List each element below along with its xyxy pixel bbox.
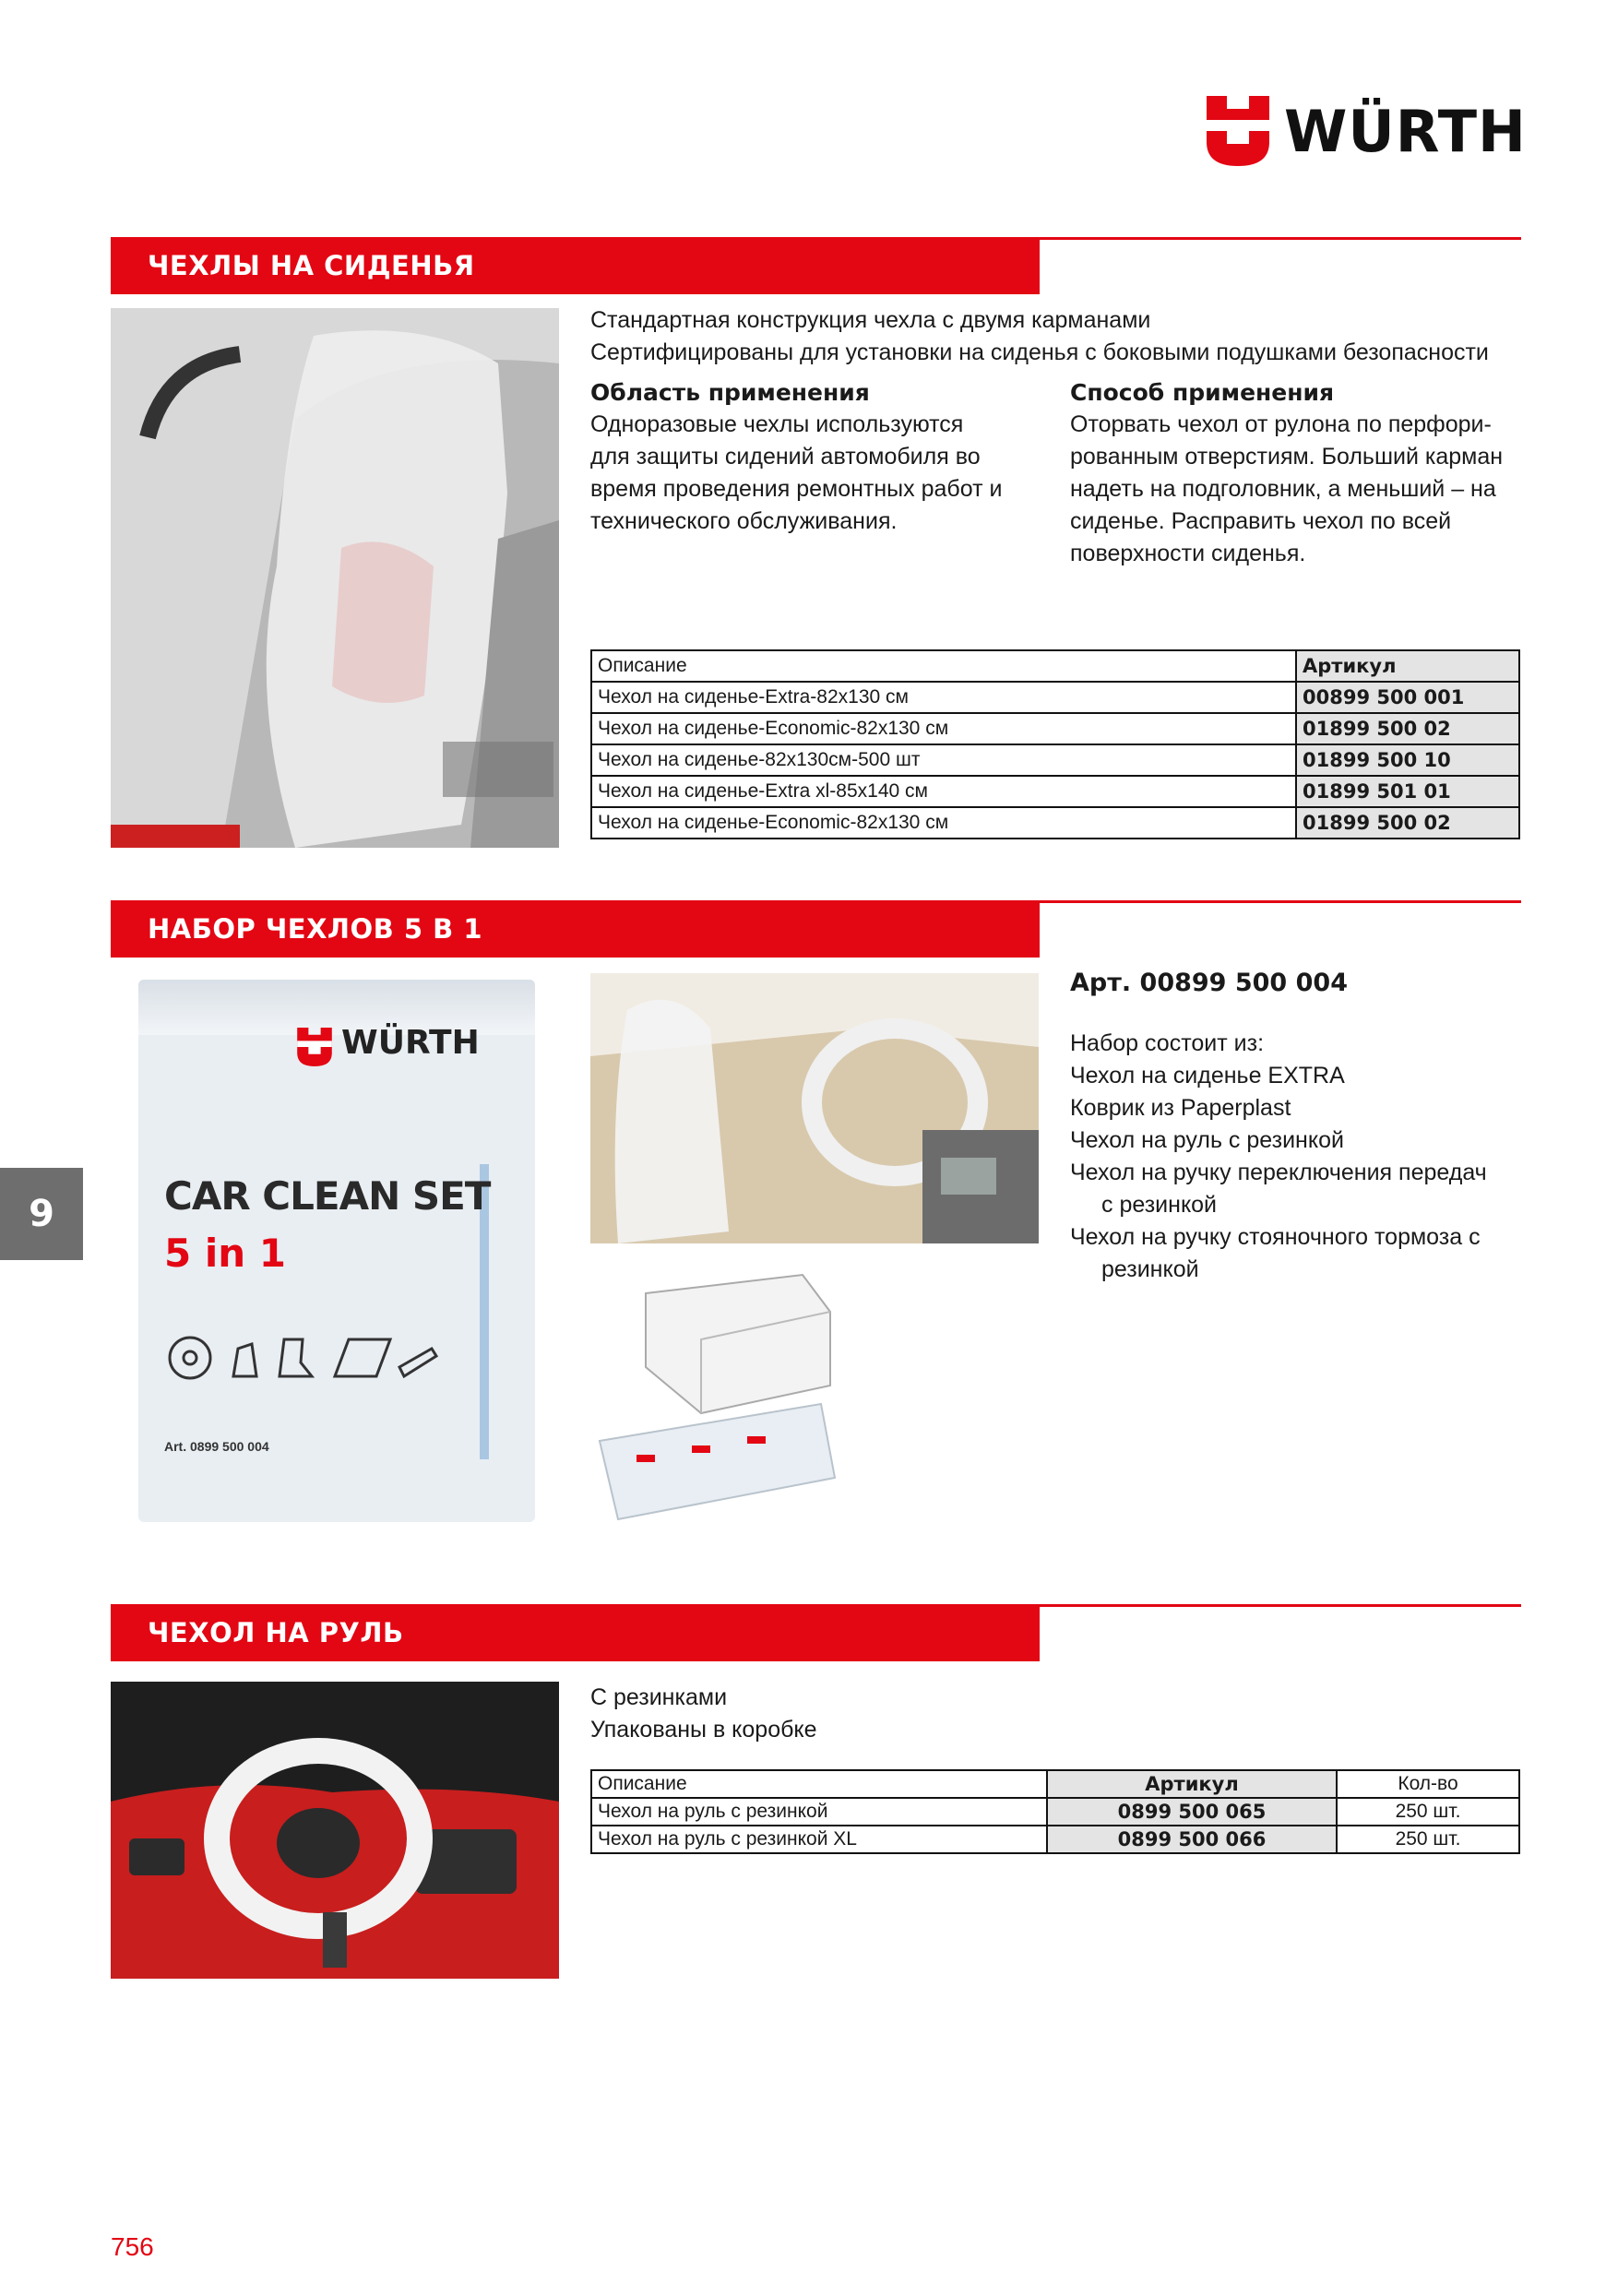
list-item: с резинкой — [1101, 1192, 1218, 1218]
table-header: Кол-во — [1337, 1770, 1519, 1798]
table-cell: 0899 500 066 — [1047, 1826, 1337, 1853]
list-item: Чехол на сиденье EXTRA — [1070, 1063, 1345, 1089]
section-header-cover-set — [111, 900, 1040, 958]
package-logo-mark-icon — [297, 1028, 332, 1066]
table-cell: Чехол на сиденье-Economic-82x130 см — [591, 713, 1296, 744]
table-row — [591, 776, 1519, 807]
area-heading: Область применения — [590, 379, 870, 406]
car-interior-icon — [590, 973, 1039, 1243]
wurth-logo — [1207, 96, 1527, 166]
table-cell: 00899 500 001 — [1296, 682, 1519, 713]
box-icon — [590, 1256, 839, 1524]
seat-cover-photo — [111, 308, 559, 848]
table-cell: 250 шт. — [1337, 1798, 1519, 1826]
table-row — [591, 807, 1519, 839]
area-line: для защиты сидений автомобиля во — [590, 444, 981, 470]
chapter-tab: 9 — [0, 1168, 83, 1260]
intro-line: Стандартная конструкция чехла с двумя карманами — [590, 307, 1151, 333]
package-title: CAR CLEAN SET — [164, 1173, 491, 1219]
method-heading: Способ применения — [1070, 379, 1335, 406]
package-art-number: Art. 0899 500 004 — [164, 1439, 269, 1454]
area-line: Одноразовые чехлы используются — [590, 411, 964, 437]
area-line: время проведения ремонтных работ и — [590, 476, 1003, 502]
steering-cover-photo — [111, 1682, 559, 1979]
table-cell: Чехол на сиденье-Economic-82x130 см — [591, 807, 1296, 839]
method-line: рованным отверстиям. Больший карман — [1070, 444, 1504, 470]
wurth-logo-mark-icon — [1207, 96, 1269, 166]
table-cell: 01899 500 02 — [1296, 713, 1519, 744]
seat-cover-table — [590, 649, 1520, 839]
table-cell: 01899 500 10 — [1296, 744, 1519, 776]
section-divider — [1040, 900, 1521, 903]
package-subtitle: 5 in 1 — [164, 1231, 286, 1276]
area-line: технического обслуживания. — [590, 508, 898, 534]
table-header-row — [591, 1770, 1519, 1798]
table-row — [591, 713, 1519, 744]
table-cell: Чехол на руль с резинкой XL — [591, 1826, 1047, 1853]
car-interior-photo — [590, 973, 1039, 1243]
table-header: Артикул — [1296, 650, 1519, 682]
table-header: Описание — [591, 1770, 1047, 1798]
table-cell: Чехол на сиденье-Extra-82x130 см — [591, 682, 1296, 713]
set-article — [1070, 967, 1348, 999]
package-pictograms-icon — [164, 1330, 441, 1386]
steering-cover-intro — [590, 1682, 817, 1746]
car-seat-icon — [111, 308, 559, 848]
section-divider — [1040, 237, 1521, 240]
table-row — [591, 1798, 1519, 1826]
method-of-use — [1070, 376, 1503, 570]
table-row — [591, 744, 1519, 776]
intro-line: Упакованы в коробке — [590, 1717, 817, 1743]
section-title: ЧЕХЛЫ НА СИДЕНЬЯ — [148, 250, 475, 281]
package-logo-text: WÜRTH — [341, 1024, 480, 1062]
car-clean-set-package — [138, 980, 535, 1522]
steering-cover-table — [590, 1769, 1520, 1854]
method-line: сиденье. Расправить чехол по всей — [1070, 508, 1452, 534]
intro-line: С резинками — [590, 1684, 728, 1710]
section-header-seat-covers — [111, 237, 1040, 294]
section-divider — [1040, 1604, 1521, 1607]
section-title: НАБОР ЧЕХЛОВ 5 В 1 — [148, 913, 483, 945]
table-header: Артикул — [1047, 1770, 1337, 1798]
logo-text: WÜRTH — [1284, 98, 1527, 165]
intro-line: Сертифицированы для установки на сиденья с боковыми подушками безопасности — [590, 339, 1489, 365]
table-cell: 250 шт. — [1337, 1826, 1519, 1853]
article-number: Арт. 00899 500 004 — [1070, 969, 1348, 997]
method-line: Оторвать чехол от рулона по перфори- — [1070, 411, 1492, 437]
table-cell: 01899 500 02 — [1296, 807, 1519, 839]
list-item: Коврик из Paperplast — [1070, 1095, 1291, 1121]
page-number: 756 — [111, 2232, 154, 2261]
table-cell: Чехол на сиденье-Extra xl-85x140 см — [591, 776, 1296, 807]
list-item: Чехол на ручку переключения передач — [1070, 1160, 1487, 1185]
list-item: Чехол на ручку стояночного тормоза с — [1070, 1224, 1481, 1250]
method-line: надеть на подголовник, а меньший – на — [1070, 476, 1496, 502]
car-clean-set-box-photo — [590, 1256, 839, 1524]
table-cell: 0899 500 065 — [1047, 1798, 1337, 1826]
section-header-steering-cover — [111, 1604, 1040, 1661]
steering-wheel-icon — [111, 1682, 559, 1979]
list-item: резинкой — [1101, 1256, 1199, 1282]
table-row — [591, 682, 1519, 713]
table-cell: Чехол на руль с резинкой — [591, 1798, 1047, 1826]
set-contents — [1070, 1028, 1487, 1286]
section-title: ЧЕХОЛ НА РУЛЬ — [148, 1617, 404, 1648]
list-item: Чехол на руль с резинкой — [1070, 1127, 1344, 1153]
table-header: Описание — [591, 650, 1296, 682]
table-cell: 01899 501 01 — [1296, 776, 1519, 807]
table-header-row — [591, 650, 1519, 682]
table-row — [591, 1826, 1519, 1853]
table-cell: Чехол на сиденье-82x130см-500 шт — [591, 744, 1296, 776]
set-intro: Набор состоит из: — [1070, 1030, 1265, 1056]
method-line: поверхности сиденья. — [1070, 541, 1306, 566]
seat-cover-intro — [590, 304, 1489, 369]
area-of-use — [590, 376, 1002, 538]
